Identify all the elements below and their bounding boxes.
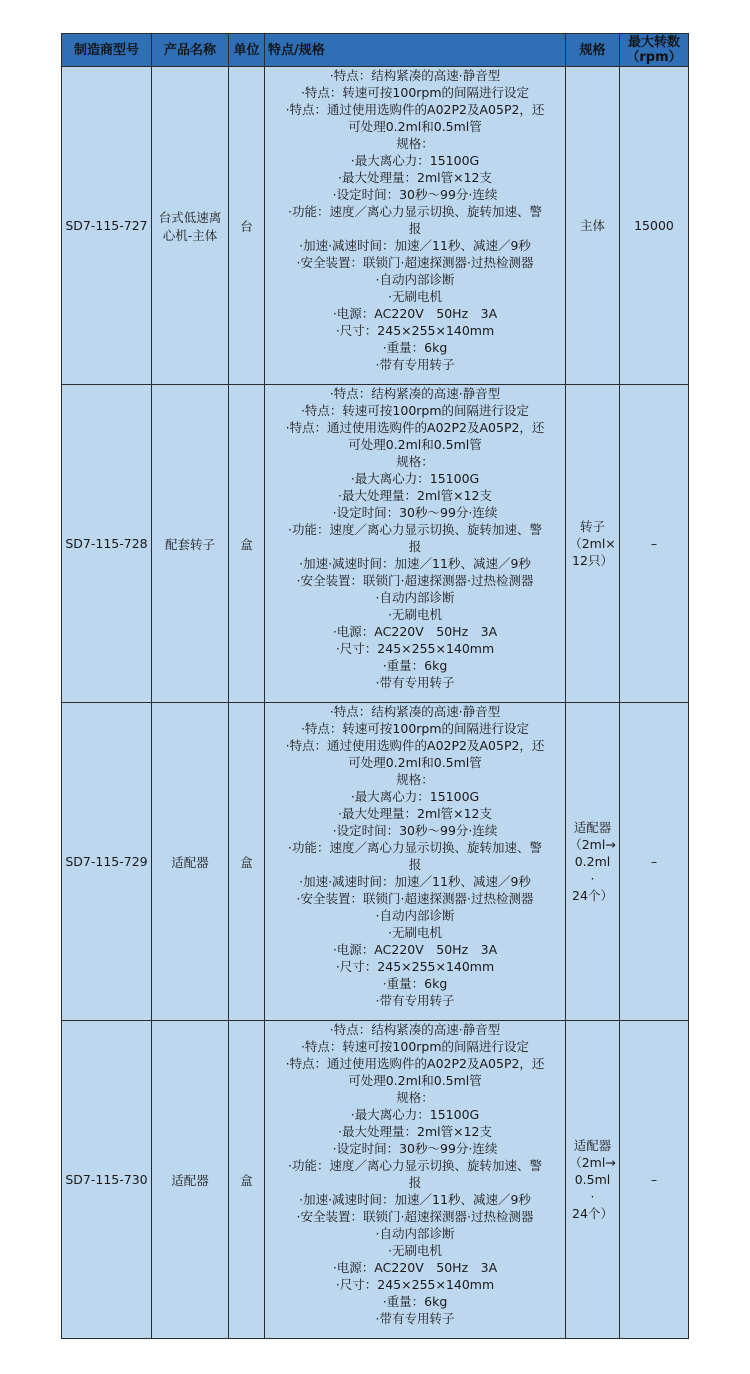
product-name-cell: 配套转子 [152,385,229,703]
model-cell: SD7-115-730 [62,1021,152,1339]
spec-cell [566,67,620,385]
header-features: 特点/规格 [265,34,566,67]
feature-line: ·安全装置：联锁门·超速探测器·过热检测器 [296,1209,534,1224]
feature-line: ·功能：速度／离心力显示切换、旋转加速、警 [288,840,542,855]
feature-line: ·电源：AC220V 50Hz 3A [332,942,498,957]
features-cell [265,1021,566,1339]
feature-line: ·安全装置：联锁门·超速探测器·过热检测器 [296,573,534,588]
feature-line: ·带有专用转子 [375,357,455,372]
unit-cell: 盒 [229,385,265,703]
table-row [62,1021,689,1339]
feature-line: ·最大处理量：2ml管×12支 [338,806,492,821]
spec-line: 适配器 [573,820,612,835]
feature-line: 规格： [396,454,434,469]
header-spec: 规格 [566,34,620,67]
feature-line: ·尺寸：245×255×140mm [335,323,495,338]
feature-line: ·设定时间：30秒～99分·连续 [332,823,498,838]
header-name: 产品名称 [152,34,229,67]
feature-line: ·特点：结构紧凑的高速·静音型 [329,704,501,719]
spec-line: · [590,1189,595,1204]
feature-line: 可处理0.2ml和0.5ml管 [348,119,482,134]
feature-line: ·功能：速度／离心力显示切换、旋转加速、警 [288,522,542,537]
feature-line: 可处理0.2ml和0.5ml管 [348,755,482,770]
feature-line: ·自动内部诊断 [375,590,455,605]
feature-line: 报 [408,221,422,236]
spec-line: 0.2ml [574,854,611,869]
feature-line: ·尺寸：245×255×140mm [335,959,495,974]
max-speed-cell: – [620,385,689,703]
feature-line: ·尺寸：245×255×140mm [335,1277,495,1292]
feature-line: ·无刷电机 [388,925,442,940]
feature-line: ·最大离心力：15100G [350,789,480,804]
feature-line: ·特点：转速可按100rpm的间隔进行设定 [300,721,530,736]
header-model: 制造商型号 [62,34,152,67]
feature-line: ·最大离心力：15100G [350,1107,480,1122]
table-row [62,385,689,703]
feature-line: ·特点：通过使用选购件的A02P2及A05P2，还 [285,738,545,753]
feature-line: ·重量：6kg [382,976,448,991]
feature-line: ·电源：AC220V 50Hz 3A [332,624,498,639]
feature-line: 规格： [396,1090,434,1105]
max-speed-cell: 15000 [620,67,689,385]
header-row [62,34,689,67]
unit-cell: 盒 [229,703,265,1021]
feature-line: 报 [408,539,422,554]
feature-line: ·最大离心力：15100G [350,153,480,168]
feature-line: ·特点：转速可按100rpm的间隔进行设定 [300,85,530,100]
spec-cell [566,703,620,1021]
unit-cell: 盒 [229,1021,265,1339]
spec-line: 12只） [572,553,613,568]
feature-line: ·设定时间：30秒～99分·连续 [332,1141,498,1156]
feature-line: ·无刷电机 [388,607,442,622]
feature-line: ·无刷电机 [388,1243,442,1258]
feature-line: ·最大处理量：2ml管×12支 [338,170,492,185]
model-cell: SD7-115-728 [62,385,152,703]
feature-line: ·带有专用转子 [375,1311,455,1326]
feature-line: ·加速·减速时间：加速／11秒、减速／9秒 [299,556,531,571]
feature-line: ·安全装置：联锁门·超速探测器·过热检测器 [296,255,534,270]
feature-line: ·安全装置：联锁门·超速探测器·过热检测器 [296,891,534,906]
features-cell [265,703,566,1021]
feature-line: ·无刷电机 [388,289,442,304]
spec-line: 主体 [579,218,605,233]
feature-line: ·特点：结构紧凑的高速·静音型 [329,386,501,401]
feature-line: ·重量：6kg [382,658,448,673]
feature-line: ·电源：AC220V 50Hz 3A [332,1260,498,1275]
table-row [62,703,689,1021]
feature-line: 可处理0.2ml和0.5ml管 [348,437,482,452]
table-row [62,67,689,385]
product-name-cell: 适配器 [152,703,229,1021]
feature-line: 规格： [396,136,434,151]
feature-line: ·设定时间：30秒～99分·连续 [332,505,498,520]
features-cell [265,385,566,703]
feature-line: ·电源：AC220V 50Hz 3A [332,306,498,321]
spec-cell [566,1021,620,1339]
feature-line: ·最大处理量：2ml管×12支 [338,488,492,503]
feature-line: ·设定时间：30秒～99分·连续 [332,187,498,202]
spec-line: （2ml× [569,536,616,551]
feature-line: ·特点：转速可按100rpm的间隔进行设定 [300,403,530,418]
feature-line: ·特点：结构紧凑的高速·静音型 [329,1022,501,1037]
unit-cell: 台 [229,67,265,385]
feature-line: ·特点：转速可按100rpm的间隔进行设定 [300,1039,530,1054]
feature-line: ·重量：6kg [382,340,448,355]
feature-line: 可处理0.2ml和0.5ml管 [348,1073,482,1088]
feature-line: ·重量：6kg [382,1294,448,1309]
product-table [61,33,689,1339]
spec-line: 转子 [579,519,605,534]
max-speed-cell: – [620,1021,689,1339]
feature-line: ·特点：通过使用选购件的A02P2及A05P2，还 [285,1056,545,1071]
feature-line: ·带有专用转子 [375,675,455,690]
product-name-cell: 台式低速离心机-主体 [152,67,229,385]
model-cell: SD7-115-729 [62,703,152,1021]
feature-line: ·加速·减速时间：加速／11秒、减速／9秒 [299,874,531,889]
feature-line: ·最大离心力：15100G [350,471,480,486]
spec-line: 24个） [572,888,613,903]
feature-line: ·特点：通过使用选购件的A02P2及A05P2，还 [285,102,545,117]
feature-line: ·尺寸：245×255×140mm [335,641,495,656]
feature-line: ·特点：通过使用选购件的A02P2及A05P2，还 [285,420,545,435]
feature-line: 报 [408,1175,422,1190]
feature-line: ·加速·减速时间：加速／11秒、减速／9秒 [299,1192,531,1207]
spec-line: 0.5ml [574,1172,611,1187]
spec-line: （2ml→ [569,837,616,852]
feature-line: ·自动内部诊断 [375,1226,455,1241]
feature-line: 规格： [396,772,434,787]
header-max-speed-line2: （rpm） [626,50,682,65]
feature-line: ·自动内部诊断 [375,272,455,287]
spec-line: 适配器 [573,1138,612,1153]
feature-line: ·最大处理量：2ml管×12支 [338,1124,492,1139]
spec-line: 24个） [572,1206,613,1221]
features-cell [265,67,566,385]
max-speed-cell: – [620,703,689,1021]
feature-line: ·带有专用转子 [375,993,455,1008]
feature-line: ·加速·减速时间：加速／11秒、减速／9秒 [299,238,531,253]
header-max-speed-line1: 最大转数 [627,35,680,50]
model-cell: SD7-115-727 [62,67,152,385]
feature-line: 报 [408,857,422,872]
header-max-speed [620,34,689,67]
feature-line: ·功能：速度／离心力显示切换、旋转加速、警 [288,1158,542,1173]
header-unit: 单位 [229,34,265,67]
spec-line: · [590,871,595,886]
spec-cell [566,385,620,703]
feature-line: ·功能：速度／离心力显示切换、旋转加速、警 [288,204,542,219]
feature-line: ·自动内部诊断 [375,908,455,923]
product-name-cell: 适配器 [152,1021,229,1339]
spec-line: （2ml→ [569,1155,616,1170]
feature-line: ·特点：结构紧凑的高速·静音型 [329,68,501,83]
